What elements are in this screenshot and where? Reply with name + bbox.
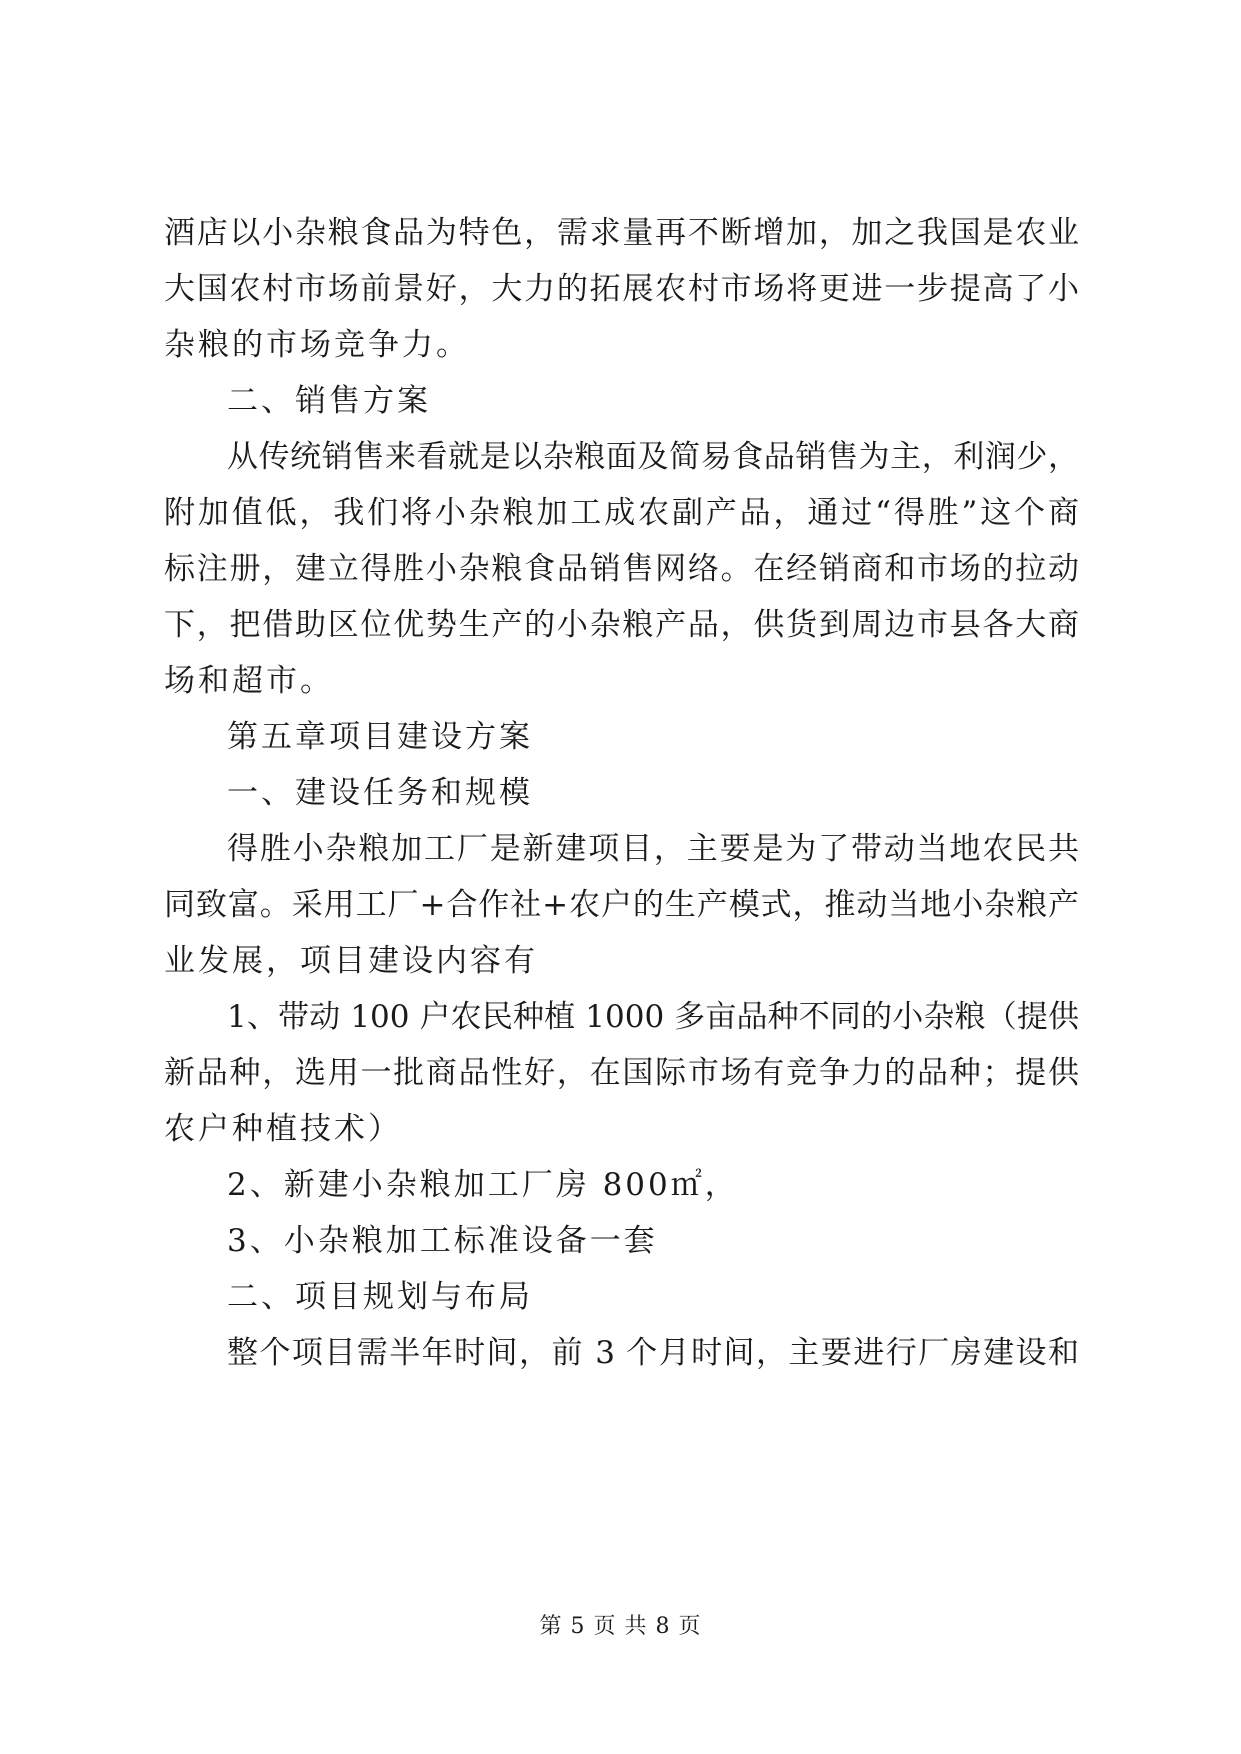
paragraph-line: 附加值低，我们将小杂粮加工成农副产品，通过“得胜”这个商: [164, 495, 1079, 531]
paragraph-line: 杂粮的市场竞争力。: [164, 327, 470, 363]
paragraph-line: 从传统销售来看就是以杂粮面及简易食品销售为主，利润少，: [227, 439, 1079, 475]
paragraph-line: 酒店以小杂粮食品为特色，需求量再不断增加，加之我国是农业: [164, 215, 1079, 251]
chapter-heading: 第五章项目建设方案: [227, 719, 533, 755]
paragraph-line: 农户种植技术）: [164, 1111, 402, 1147]
list-item: 3、小杂粮加工标准设备一套: [227, 1223, 658, 1259]
paragraph-line: 标注册，建立得胜小杂粮食品销售网络。在经销商和市场的拉动: [164, 551, 1079, 587]
paragraph-line: 下，把借助区位优势生产的小杂粮产品，供货到周边市县各大商: [164, 607, 1079, 643]
list-item: 1、带动 100 户农民种植 1000 多亩品种不同的小杂粮（提供: [227, 999, 1079, 1035]
section-heading: 二、项目规划与布局: [227, 1279, 533, 1315]
list-item: 2、新建小杂粮加工厂房 800㎡，: [227, 1167, 739, 1203]
paragraph-line: 同致富。采用工厂+合作社+农户的生产模式，推动当地小杂粮产: [164, 887, 1079, 923]
paragraph-line: 大国农村市场前景好，大力的拓展农村市场将更进一步提高了小: [164, 271, 1079, 307]
paragraph-line: 整个项目需半年时间，前 3 个月时间，主要进行厂房建设和: [227, 1335, 1079, 1371]
section-heading: 一、建设任务和规模: [227, 775, 533, 811]
paragraph-line: 得胜小杂粮加工厂是新建项目，主要是为了带动当地农民共: [227, 831, 1079, 867]
paragraph-line: 场和超市。: [164, 663, 334, 699]
section-heading: 二、销售方案: [227, 383, 431, 419]
paragraph-line: 业发展，项目建设内容有: [164, 943, 538, 979]
page-footer: 第 5 页 共 8 页: [539, 1614, 702, 1639]
paragraph-line: 新品种，选用一批商品性好，在国际市场有竞争力的品种；提供: [164, 1055, 1079, 1091]
